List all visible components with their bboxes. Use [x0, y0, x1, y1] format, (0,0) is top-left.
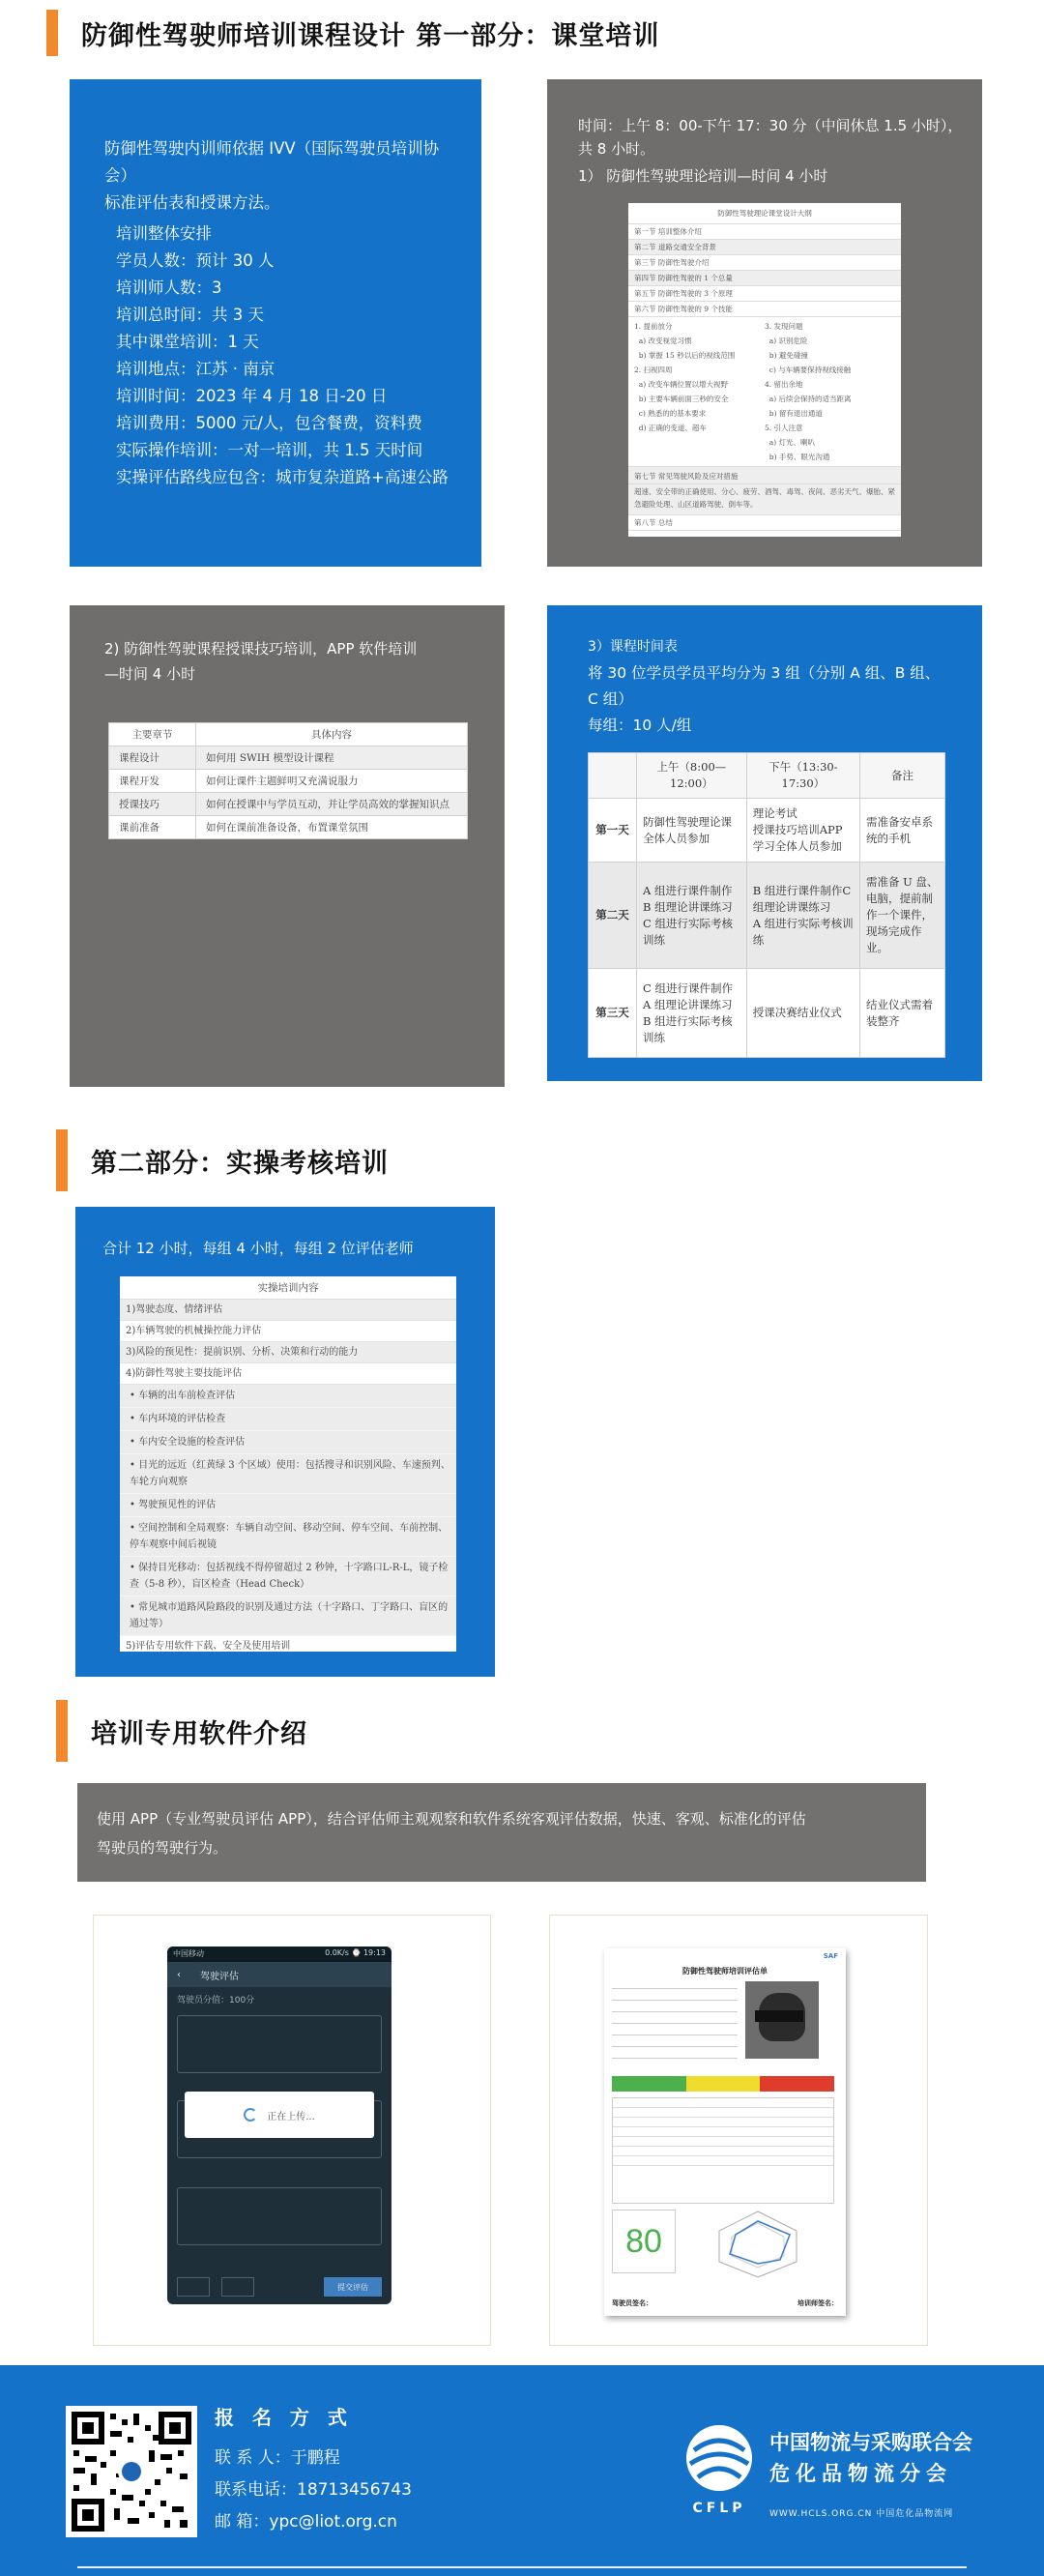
practice-subitems: [120, 1385, 456, 1636]
outline-skill-line: b) 掌握 15 秒以后的视线范围: [634, 351, 736, 360]
timetable-header: [589, 753, 637, 799]
footer-contact: 联 系 人：于鹏程: [215, 2448, 340, 2468]
outline-right: [765, 319, 895, 464]
timetable-cell: 授课决赛结业仪式: [746, 969, 859, 1058]
outline-skills: [628, 317, 901, 467]
intro-line: 培训时间：2023 年 4 月 18 日-20 日: [116, 387, 388, 405]
outline-rows: [628, 224, 901, 302]
org-name-1: 中国物流与采购联合会: [769, 2431, 972, 2454]
table-row: [109, 770, 468, 793]
outline-skill-line: 2. 扫视四周: [634, 366, 673, 374]
table-row: [589, 799, 945, 863]
timetable-cell: B 组进行课件制作C 组理论讲课练习 A 组进行实际考核训练: [746, 863, 859, 969]
practice-subitem: • 驾驶预见性的评估: [120, 1494, 456, 1517]
software-title-text: 培训专用软件介绍: [91, 1718, 307, 1749]
practice-item: 1)驾驶态度、情绪评估: [120, 1300, 456, 1321]
phone-screen: [167, 1947, 392, 2304]
app-course-content: 如何用 SWIH 模型设计课程: [196, 746, 468, 770]
report-score: 80: [612, 2210, 676, 2273]
timetable-title: 3）课程时间表: [588, 639, 678, 655]
practice-subitem: • 车内环境的评估检查: [120, 1408, 456, 1431]
app-course-chapter: 课程开发: [109, 770, 196, 793]
timetable-cell: 需准备 U 盘、电脑，提前制作一个课件，现场完成作业。: [860, 863, 945, 969]
intro-line: 培训整体安排: [116, 224, 212, 243]
outline-skill-line: c) 与车辆要保持视线接触: [765, 366, 852, 374]
software-desc-2: 驾驶员的驾驶行为。: [97, 1839, 228, 1857]
practice-subitem: • 空间控制和全局观察：车辆自动空间、移动空间、停车空间、车前控制、停车观察中间后视镜: [120, 1517, 456, 1557]
practice-last-item: 5)评估专用软件下载、安全及使用培训: [126, 1641, 291, 1652]
app-course-col-chapter: 主要章节: [109, 723, 196, 746]
outline-row: 第五节 防御性驾驶的 3 个原理: [628, 286, 901, 302]
phone-submit-button[interactable]: 提交评估: [324, 2277, 382, 2297]
outline-skill-line: b) 手势、眼光沟通: [765, 453, 830, 461]
report-color-bar: [612, 2076, 834, 2092]
cflp-globe-icon: [677, 2421, 762, 2495]
app-course-heading-1: 2) 防御性驾驶课程授课技巧培训，APP 软件培训: [104, 640, 418, 658]
timetable-line1: 将 30 位学员学员平均分为 3 组（分别 A 组、B 组、: [588, 664, 941, 682]
footer-divider: [77, 2566, 967, 2568]
timetable-line2: C 组）: [588, 690, 633, 708]
footer-heading: 报 名 方 式: [215, 2406, 353, 2429]
outline-last: 第八节 总结: [628, 515, 901, 531]
timetable-day: 第三天: [589, 969, 637, 1058]
outline-title: 防御性驾驶理论课堂设计大纲: [628, 203, 901, 224]
outline-skill-line: a) 后续会保持的适当距离: [765, 395, 852, 403]
practice-subitem: • 常见城市道路风险路段的识别及通过方法（十字路口、丁字路口、盲区的通过等）: [120, 1596, 456, 1636]
cflp-logo: [677, 2421, 762, 2518]
practice-subitem: • 车辆的出车前检查评估: [120, 1385, 456, 1408]
intro-line: 学员人数：预计 30 人: [116, 251, 275, 270]
report-score-table: [612, 2097, 834, 2204]
phone-button-b[interactable]: [221, 2277, 254, 2297]
software-desc-panel: [77, 1783, 926, 1882]
outline-skill-line: 5. 引人注意: [765, 424, 803, 432]
outline-seventh: 第七节 常见驾驶风险及应对措施: [628, 467, 901, 484]
table-row: [109, 816, 468, 839]
practice-items: [120, 1300, 456, 1385]
practice-item: 3)风险的预见性：提前识别、分析、决策和行动的能力: [120, 1342, 456, 1363]
spinner-icon: [244, 2108, 257, 2122]
app-course-chapter: 授课技巧: [109, 793, 196, 816]
outline-skill-line: 3. 发现问题: [765, 322, 803, 331]
table-row: [589, 969, 945, 1058]
phone-card: [93, 1915, 491, 2346]
outline-skill-line: a) 识别危险: [765, 337, 808, 345]
qr-code-icon: [72, 2412, 191, 2532]
practice-subitem: • 目光的远近（红黄绿 3 个区域）使用：包括搜寻和识别风险、车速预判、车轮方向观察: [120, 1454, 456, 1494]
theory-time-line1: 时间：上午 8：00-下午 17：30 分（中间休息 1.5 小时），: [578, 117, 963, 134]
software-title: [56, 1700, 307, 1762]
phone-header-title: 驾驶评估: [200, 1971, 239, 1982]
app-course-content: 如何在课前准备设备，布置课堂氛围: [196, 816, 468, 839]
outline-skill-line: 1. 提前放分: [634, 322, 673, 331]
app-course-chapter: 课前准备: [109, 816, 196, 839]
timetable-cell: A 组进行课件制作B 组理论讲课练习 C 组进行实际考核训练: [637, 863, 747, 969]
intro-line: 培训地点：江苏 · 南京: [116, 360, 276, 378]
timetable-cell: 防御性驾驶理论课全体人员参加: [637, 799, 747, 863]
outline-sixth: 第六节 防御性驾驶的 9 个技能: [628, 302, 901, 317]
driver-signature-label: 驾驶员签名：: [612, 2299, 652, 2307]
outline-skill-line: b) 避免碰撞: [765, 351, 808, 360]
timetable-cell: C 组进行课件制作A 组理论讲课练习 B 组进行实际考核训练: [637, 969, 747, 1058]
title-accent-bar: [56, 1129, 68, 1191]
intro-line: 防御性驾驶内训师依据 IVV（国际驾驶员培训协会）: [104, 139, 440, 185]
footer-phone[interactable]: 联系电话：18713456743: [215, 2480, 412, 2500]
part2-title-text: 第二部分：实操考核培训: [91, 1148, 389, 1179]
report-sheet: [604, 1948, 846, 2316]
status-left: 中国移动: [173, 1949, 204, 1958]
timetable-cell: 需准备安卓系统的手机: [860, 799, 945, 863]
radar-chart-icon: [705, 2208, 811, 2281]
intro-line: 培训费用：5000 元/人，包含餐费，资料费: [116, 414, 422, 432]
trainer-signature-label: 培训师签名：: [798, 2299, 838, 2307]
outline-skill-line: a) 灯光、喇叭: [765, 438, 816, 447]
software-desc-1: 使用 APP（专业驾驶员评估 APP），结合评估师主观观察和软件系统客观评估数据，快速、客观、标准化的评估: [97, 1810, 806, 1828]
outline-left: [634, 319, 765, 464]
table-row: [109, 746, 468, 770]
outline-skill-line: b) 留有退出通道: [765, 409, 823, 418]
title-accent-bar: [46, 10, 58, 56]
report-brand: SAF: [823, 1952, 838, 1960]
intro-panel: [70, 79, 481, 567]
outline-seventh-detail: 超速、安全带的正确使用、分心、疲劳、酒驾、毒驾、夜间、恶劣天气、爆胎、紧急避险处理、山区道路驾驶、倒车等。: [628, 484, 901, 515]
org-website[interactable]: WWW.HCLS.ORG.CN 中国危化品物流网: [769, 2509, 954, 2519]
timetable-panel: [547, 605, 982, 1081]
intro-line: 培训师人数：3: [116, 278, 222, 297]
theory-panel: [547, 79, 982, 567]
practice-panel: [75, 1207, 495, 1677]
intro-line: 实际操作培训：一对一培训，共 1.5 天时间: [116, 441, 423, 459]
phone-subheader: 驾驶员分值：100分: [177, 1996, 255, 2005]
practice-item: 2)车辆驾驶的机械操控能力评估: [120, 1321, 456, 1342]
practice-item: 4)防御性驾驶主要技能评估: [120, 1363, 456, 1385]
timetable-day: 第二天: [589, 863, 637, 969]
report-footer: [612, 2298, 838, 2308]
intro-line: 标准评估表和授课方法。: [104, 193, 280, 212]
timetable-cell: 结业仪式需着装整齐: [860, 969, 945, 1058]
timetable-header: 上午（8:00—12:00）: [637, 753, 747, 799]
practice-subitem: • 车内安全设施的检查评估: [120, 1431, 456, 1454]
intro-lines: [104, 135, 462, 491]
outline-row: 第一节 培训整体介绍: [628, 224, 901, 240]
upload-dialog: [185, 2092, 374, 2138]
title-accent-bar: [56, 1700, 68, 1762]
app-course-chapter: 课程设计: [109, 746, 196, 770]
timetable-header: 下午（13:30-17:30）: [746, 753, 859, 799]
app-course-panel: [70, 605, 505, 1087]
timetable-day: 第一天: [589, 799, 637, 863]
app-course-content: 如何在授课中与学员互动，并让学员高效的掌握知识点: [196, 793, 468, 816]
practice-summary: 合计 12 小时，每组 4 小时，每组 2 位评估老师: [102, 1240, 414, 1257]
outline-row: 第二节 道路交通安全背景: [628, 240, 901, 255]
timetable-cell: 理论考试 授课技巧培训APP 学习全体人员参加: [746, 799, 859, 863]
part1-title-text: 防御性驾驶师培训课程设计 第一部分：课堂培训: [81, 20, 660, 51]
table-row: [589, 863, 945, 969]
app-course-content: 如何让课件主题鲜明又充满说服力: [196, 770, 468, 793]
qr-code[interactable]: [66, 2406, 197, 2537]
intro-line: 其中课堂培训：1 天: [116, 333, 259, 351]
timetable-line3: 每组：10 人/组: [588, 717, 692, 734]
theory-outline: [628, 203, 901, 537]
practice-subitem: • 保持目光移动：包括视线不得停留超过 2 秒钟，十字路口L-R-L，镜子检查（5-8 秒），盲区检查（Head Check）: [120, 1557, 456, 1596]
theory-heading: 1） 防御性驾驶理论培训—时间 4 小时: [578, 167, 828, 185]
table-row: [109, 793, 468, 816]
outline-skill-line: c) 熟悉的的基本要求: [634, 409, 707, 418]
app-course-table: [108, 722, 468, 839]
org-name-2: 危化品物流分会: [769, 2462, 952, 2485]
phone-status-bar: [167, 1947, 392, 1962]
driver-photo: [745, 1981, 819, 2059]
footer: [0, 2365, 1044, 2576]
timetable-table: [588, 752, 945, 1058]
back-arrow-icon[interactable]: ‹: [177, 1969, 181, 1980]
outline-skill-line: 4. 留出余地: [765, 380, 803, 389]
phone-button-a[interactable]: [177, 2277, 210, 2297]
app-course-col-content: 具体内容: [196, 723, 468, 746]
outline-skill-line: b) 主要车辆前面三秒的安全: [634, 395, 729, 403]
upload-text: 正在上传...: [267, 2111, 315, 2122]
outline-row: 第四节 防御性驾驶的 1 个总量: [628, 271, 901, 286]
report-card: [549, 1915, 928, 2346]
outline-skill-line: a) 改变车辆位置以增大视野: [634, 380, 729, 389]
intro-line: 实操评估路线应包含：城市复杂道路+高速公路: [116, 468, 449, 486]
phone-textarea-3[interactable]: [177, 2187, 382, 2245]
report-title: 防御性驾驶师培训评估单: [682, 1967, 768, 1976]
timetable-header: 备注: [860, 753, 945, 799]
theory-time-line2: 共 8 小时。: [578, 140, 655, 158]
footer-email[interactable]: 邮 箱：ypc@liot.org.cn: [215, 2512, 397, 2532]
outline-row: 第三节 防御性驾驶介绍: [628, 255, 901, 271]
part2-title: [56, 1129, 389, 1191]
phone-header: [167, 1962, 392, 1987]
status-right: 0.0K/s ⌚ 19:13: [325, 1948, 386, 1957]
intro-line: 培训总时间：共 3 天: [116, 306, 264, 324]
outline-skill-line: d) 正确的变道、超车: [634, 424, 707, 432]
phone-textarea-1[interactable]: [177, 2015, 382, 2073]
part1-title: [46, 10, 659, 56]
practice-table-title: 实操培训内容: [120, 1276, 456, 1300]
outline-skill-line: a) 改变视觉习惯: [634, 337, 692, 345]
app-course-heading-2: —时间 4 小时: [104, 665, 196, 683]
practice-table: [120, 1276, 456, 1652]
cflp-logo-text: CFLP: [692, 2501, 746, 2516]
